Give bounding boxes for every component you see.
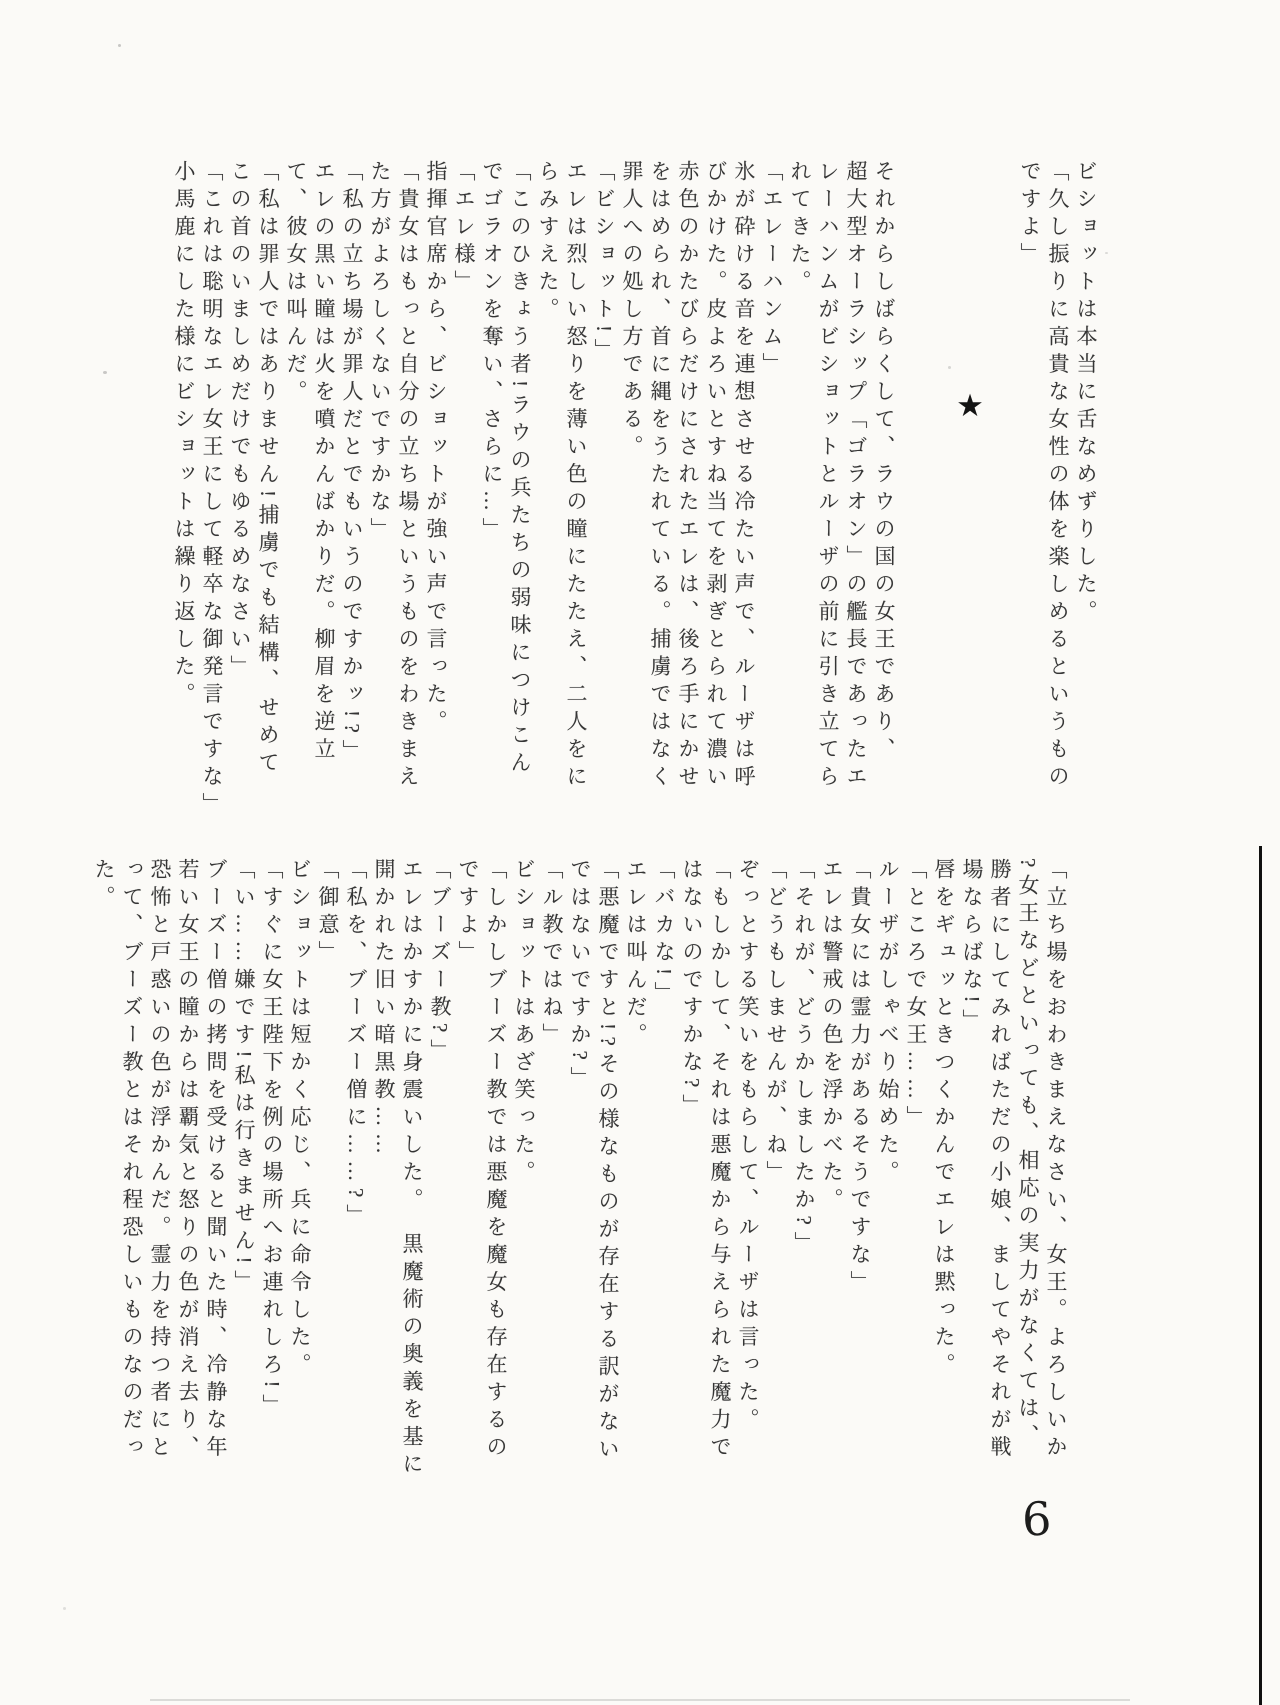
scan-speck-artifact <box>63 1607 66 1610</box>
text-column: ルーザがしゃべり始めた。 <box>876 858 900 1188</box>
text-column: ブーズー僧の拷問を受けると聞いた時、冷静な年 <box>204 858 228 1463</box>
text-column: ?女王などといっても、相応の実力がなくては、 <box>1016 858 1040 1452</box>
text-column: れてきた。 <box>788 160 812 298</box>
text-column: て、彼女は叫んだ。 <box>284 160 308 408</box>
upper-text-block <box>170 160 1100 850</box>
text-column: エレの黒い瞳は火を噴かんばかりだ。柳眉を逆立 <box>312 160 336 765</box>
page-number: 6 <box>1021 1491 1053 1547</box>
text-column: 「ル教ではね」 <box>540 858 564 1051</box>
lower-text-block <box>90 858 1070 1558</box>
text-column: 「私を、ブーズー僧に……?」 <box>344 858 368 1232</box>
text-column: 若い女王の瞳からは覇気と怒りの色が消え去り、 <box>176 858 200 1463</box>
text-column: 開かれた旧い暗黒教…… <box>372 858 396 1161</box>
text-column: 「すぐに女王陛下を例の場所へお連れしろ!」 <box>260 858 284 1422</box>
text-column: 罪人への処し方である。 <box>620 160 644 463</box>
text-column: 「私の立ち場が罪人だとでもいうのですかッ!?」 <box>340 160 364 767</box>
text-column: はないのですかな?」 <box>680 858 704 1122</box>
text-column: エレはかすかに身震いした。 黒魔術の奥義を基に <box>400 858 424 1480</box>
text-column: 勝者にしてみればただの小娘、ましてやそれが戦 <box>988 858 1012 1463</box>
scan-edge-artifact <box>1259 846 1262 1705</box>
text-column: ではないですか?」 <box>568 858 592 1094</box>
text-column: をはめられ、首に縄をうたれている。捕虜ではなく <box>648 160 672 793</box>
text-column: エレは烈しい怒りを薄い色の瞳にたたえ、二人をに <box>564 160 588 793</box>
scan-speck-artifact <box>948 366 951 369</box>
text-column: 「ブーズー教?」 <box>428 858 452 1067</box>
text-column: ですよ」 <box>1018 160 1042 270</box>
text-column: 超大型オーラシップ「ゴラオン」の艦長であったエ <box>844 160 868 793</box>
text-column: らみすえた。 <box>536 160 560 325</box>
text-column: 「私は罪人ではありません!捕虜でも結構、せめて <box>256 160 280 779</box>
text-column: 「立ち場をおわきまえなさい、女王。よろしいか <box>1044 858 1068 1463</box>
text-column: エレは叫んだ。 <box>624 858 648 1051</box>
text-column: って、ブーズー教とはそれ程恐しいものなのだっ <box>120 858 144 1463</box>
text-column: 「ところで女王……」 <box>904 858 928 1133</box>
text-column: 唇をギュッときつくかんでエレは黙った。 <box>932 858 956 1381</box>
text-column: 「貴女はもっと自分の立ち場というものをわきまえ <box>396 160 420 793</box>
text-column: 「しかしブーズー教では悪魔を魔女も存在するの <box>484 858 508 1463</box>
text-column: それからしばらくして、ラウの国の女王であり、 <box>872 160 896 765</box>
text-column: 「悪魔ですと!?その様なものが存在する訳がない <box>596 858 620 1465</box>
text-column: エレは警戒の色を浮かべた。 <box>820 858 844 1216</box>
text-column: た。 <box>92 858 116 913</box>
text-column: 「これは聡明なエレ女王にして軽卒な御発言ですな」 <box>200 160 224 820</box>
text-column: た方がよろしくないですかな」 <box>368 160 392 545</box>
text-column: 場ならばな!」 <box>960 858 984 1037</box>
text-column: でゴラオンを奪い、さらに…」 <box>480 160 504 545</box>
text-column: 「どうもしませんが、ね」 <box>764 858 788 1188</box>
text-column: びかけた。皮よろいとすね当てを剥ぎとられて濃い <box>704 160 728 793</box>
scan-speck-artifact <box>118 44 121 47</box>
text-column: 「貴女には霊力があるそうですな」 <box>848 858 872 1298</box>
text-column: 指揮官席から、ビショットが強い声で言った。 <box>424 160 448 738</box>
text-column: 「このひきょう者!ラウの兵たちの弱味につけこん <box>508 160 532 779</box>
scan-speck-artifact <box>103 371 107 374</box>
text-column: レーハンムがビショットとルーザの前に引き立てら <box>816 160 840 793</box>
text-column: ビショットは短かく応じ、兵に命令した。 <box>288 858 312 1381</box>
scan-speck-artifact <box>1105 252 1108 254</box>
text-column: 「バカな!」 <box>652 858 676 1009</box>
text-column: 「御意」 <box>316 858 340 968</box>
section-break-star: ★ <box>953 388 988 424</box>
text-column: 氷が砕ける音を連想させる冷たい声で、ルーザは呼 <box>732 160 756 793</box>
text-column: 「久し振りに高貴な女性の体を楽しめるというもの <box>1046 160 1070 793</box>
text-column: ビショットはあざ笑った。 <box>512 858 536 1188</box>
text-column: 「エレーハンム」 <box>760 160 784 380</box>
text-column: 小馬鹿にした様にビショットは繰り返した。 <box>172 160 196 710</box>
text-column: ですよ」 <box>456 858 480 968</box>
scan-bottom-artifact <box>150 1699 1130 1701</box>
text-column: 「ビショット!」 <box>592 160 616 366</box>
text-column: 恐怖と戸惑いの色が浮かんだ。霊力を持つ者にと <box>148 858 172 1463</box>
text-column: ぞっとする笑いをもらして、ルーザは言った。 <box>736 858 760 1436</box>
text-column: 「エレ様」 <box>452 160 476 298</box>
text-column: この首のいましめだけでもゆるめなさい」 <box>228 160 252 683</box>
text-column: 「それが、どうかしましたか?」 <box>792 858 816 1259</box>
text-column: 赤色のかたびらだけにされたエレは、後ろ手にかせ <box>676 160 700 793</box>
text-column: ビショットは本当に舌なめずりした。 <box>1074 160 1098 628</box>
text-column: 「い……嫌です!私は行きません!」 <box>232 858 256 1298</box>
text-column: 「もしかして、それは悪魔から与えられた魔力で <box>708 858 732 1463</box>
